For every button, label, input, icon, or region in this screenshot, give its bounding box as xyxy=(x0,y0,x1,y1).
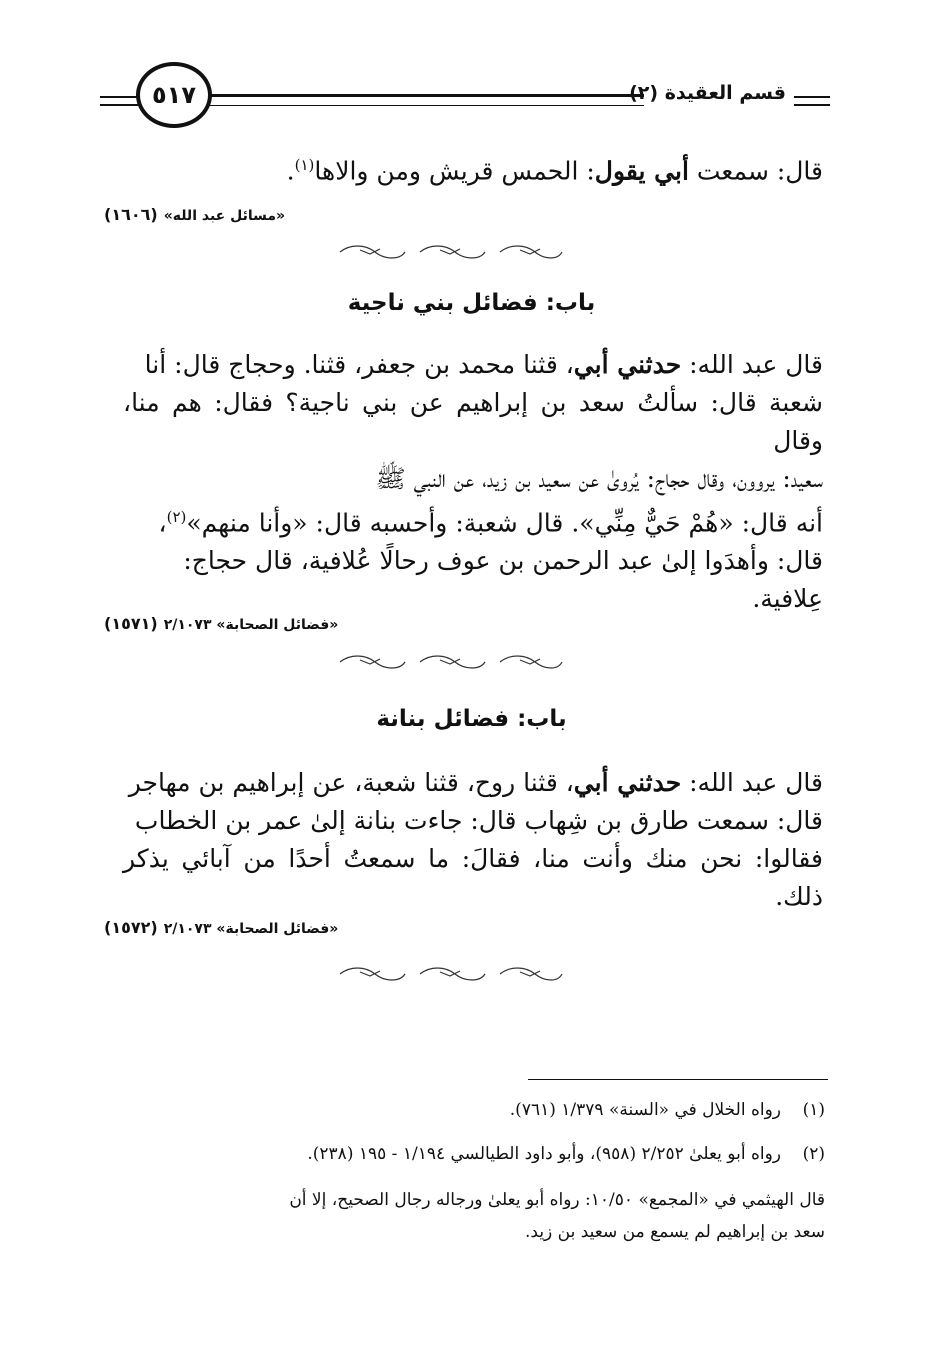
text-run: سعيد: يروون، وقال حجاج: يُروىٰ عن سعيد بن زيد، عن النبي ﷺ xyxy=(375,464,823,493)
text-run: ، قثنا محمد بن جعفر، قثنا. وحجاج قال: أنا xyxy=(144,350,574,379)
text-line xyxy=(123,580,823,618)
text-line xyxy=(123,384,823,460)
section-heading: باب: فضائل بنانة xyxy=(376,706,567,732)
source-number: (١٥٧٢) xyxy=(104,918,158,937)
page-header xyxy=(100,62,830,132)
footnote xyxy=(113,1138,825,1170)
bold-text: أبي يقول xyxy=(594,156,689,186)
text-line xyxy=(123,542,823,580)
footnote xyxy=(113,1094,825,1126)
text-run: قال عبد الله: xyxy=(681,350,823,379)
text-run: أنه قال: «هُمْ حَيٌّ مِنِّي». قال شعبة: وأحسبه قال: «وأنا منهم» xyxy=(186,508,823,538)
footnote-line xyxy=(113,1184,825,1216)
opening-paragraph xyxy=(123,146,823,190)
text-run: قال: وأهدَوا إلىٰ عبد الرحمن بن عوف رحالًا عُلافية، قال حجاج: xyxy=(183,546,823,576)
source-citation xyxy=(104,205,285,224)
source-citation xyxy=(104,918,338,937)
ornament-divider xyxy=(330,964,570,984)
text-run: قال عبد الله: xyxy=(681,768,823,797)
text-line xyxy=(123,802,823,840)
text-line xyxy=(123,346,823,384)
source-label: «فضائل الصحابة» ٢/١٠٧٣ xyxy=(163,617,339,633)
text-line xyxy=(123,460,823,498)
text-run: . xyxy=(286,156,295,186)
ornament-divider xyxy=(330,652,570,672)
text-run: قال: سمعت xyxy=(688,156,823,186)
footnote-separator xyxy=(528,1079,828,1080)
text-line: أنه قال: «هُمْ حَيٌّ مِنِّي». قال شعبة: وأحسبه قال: «وأنا منهم»$^{(٢)}$، xyxy=(158,508,823,538)
text-run: قال: سمعت طارق بن شِهاب قال: جاءت بنانة إلىٰ عمر بن الخطاب xyxy=(134,806,823,835)
ornament-divider xyxy=(330,242,570,262)
text-run: شعبة قال: سألتُ سعد بن إبراهيم عن بني ناجية؟ فقال: هم منا، وقال xyxy=(123,388,823,455)
footnote-text: رواه أبو يعلىٰ ٢/٢٥٢ (٩٥٨)، وأبو داود الطيالسي ١/١٩٤ - ١٩٥ (٢٣٨). xyxy=(307,1144,781,1164)
bold-text: حدثني أبي xyxy=(573,768,682,797)
footnote-text: سعد بن إبراهيم لم يسمع من سعيد بن زيد. xyxy=(525,1222,825,1242)
section-heading: باب: فضائل بني ناجية xyxy=(347,290,596,316)
source-label: «فضائل الصحابة» ٢/١٠٧٣ xyxy=(163,921,339,937)
footnote-text: قال الهيثمي في «المجمع» ١٠/٥٠: رواه أبو يعلىٰ ورجاله رجال الصحيح، إلا أن xyxy=(289,1190,825,1210)
footnote-ref: (١) xyxy=(294,156,315,174)
text-run: فقالوا: نحن منك وأنت منا، فقالَ: ما سمعتُ أحدًا من آبائي يذكر ذلك. xyxy=(123,844,823,911)
text-line xyxy=(123,840,823,916)
source-citation xyxy=(104,614,338,633)
section-body xyxy=(123,346,823,618)
footnote-mark: (١) xyxy=(802,1100,825,1120)
header-rule xyxy=(200,94,644,106)
footnote-ref: (٢) xyxy=(166,508,187,526)
header-rule-left xyxy=(100,96,140,106)
header-rule-right xyxy=(794,96,830,106)
section-body xyxy=(123,764,823,916)
source-label: «مسائل عبد الله» xyxy=(163,208,286,224)
footnote-text: رواه الخلال في «السنة» ١/٣٧٩ (٧٦١). xyxy=(509,1100,781,1120)
source-number: (١٦٠٦) xyxy=(104,205,158,224)
footnote-continuation xyxy=(113,1184,825,1248)
text-line xyxy=(123,764,823,802)
page-number: ٥١٧ xyxy=(136,62,212,128)
section-title: قسم العقيدة (٢) xyxy=(629,82,786,104)
bold-text: حدثني أبي xyxy=(573,350,682,379)
footnote-line xyxy=(113,1216,825,1248)
text-run: عِلافية. xyxy=(752,584,823,614)
source-number: (١٥٧١) xyxy=(104,614,158,633)
footnote-mark: (٢) xyxy=(802,1144,825,1164)
text-run: ، قثنا روح، قثنا شعبة، عن إبراهيم بن مهاجر xyxy=(128,768,574,797)
text-run: : الحمس قريش ومن والاها xyxy=(314,156,595,186)
